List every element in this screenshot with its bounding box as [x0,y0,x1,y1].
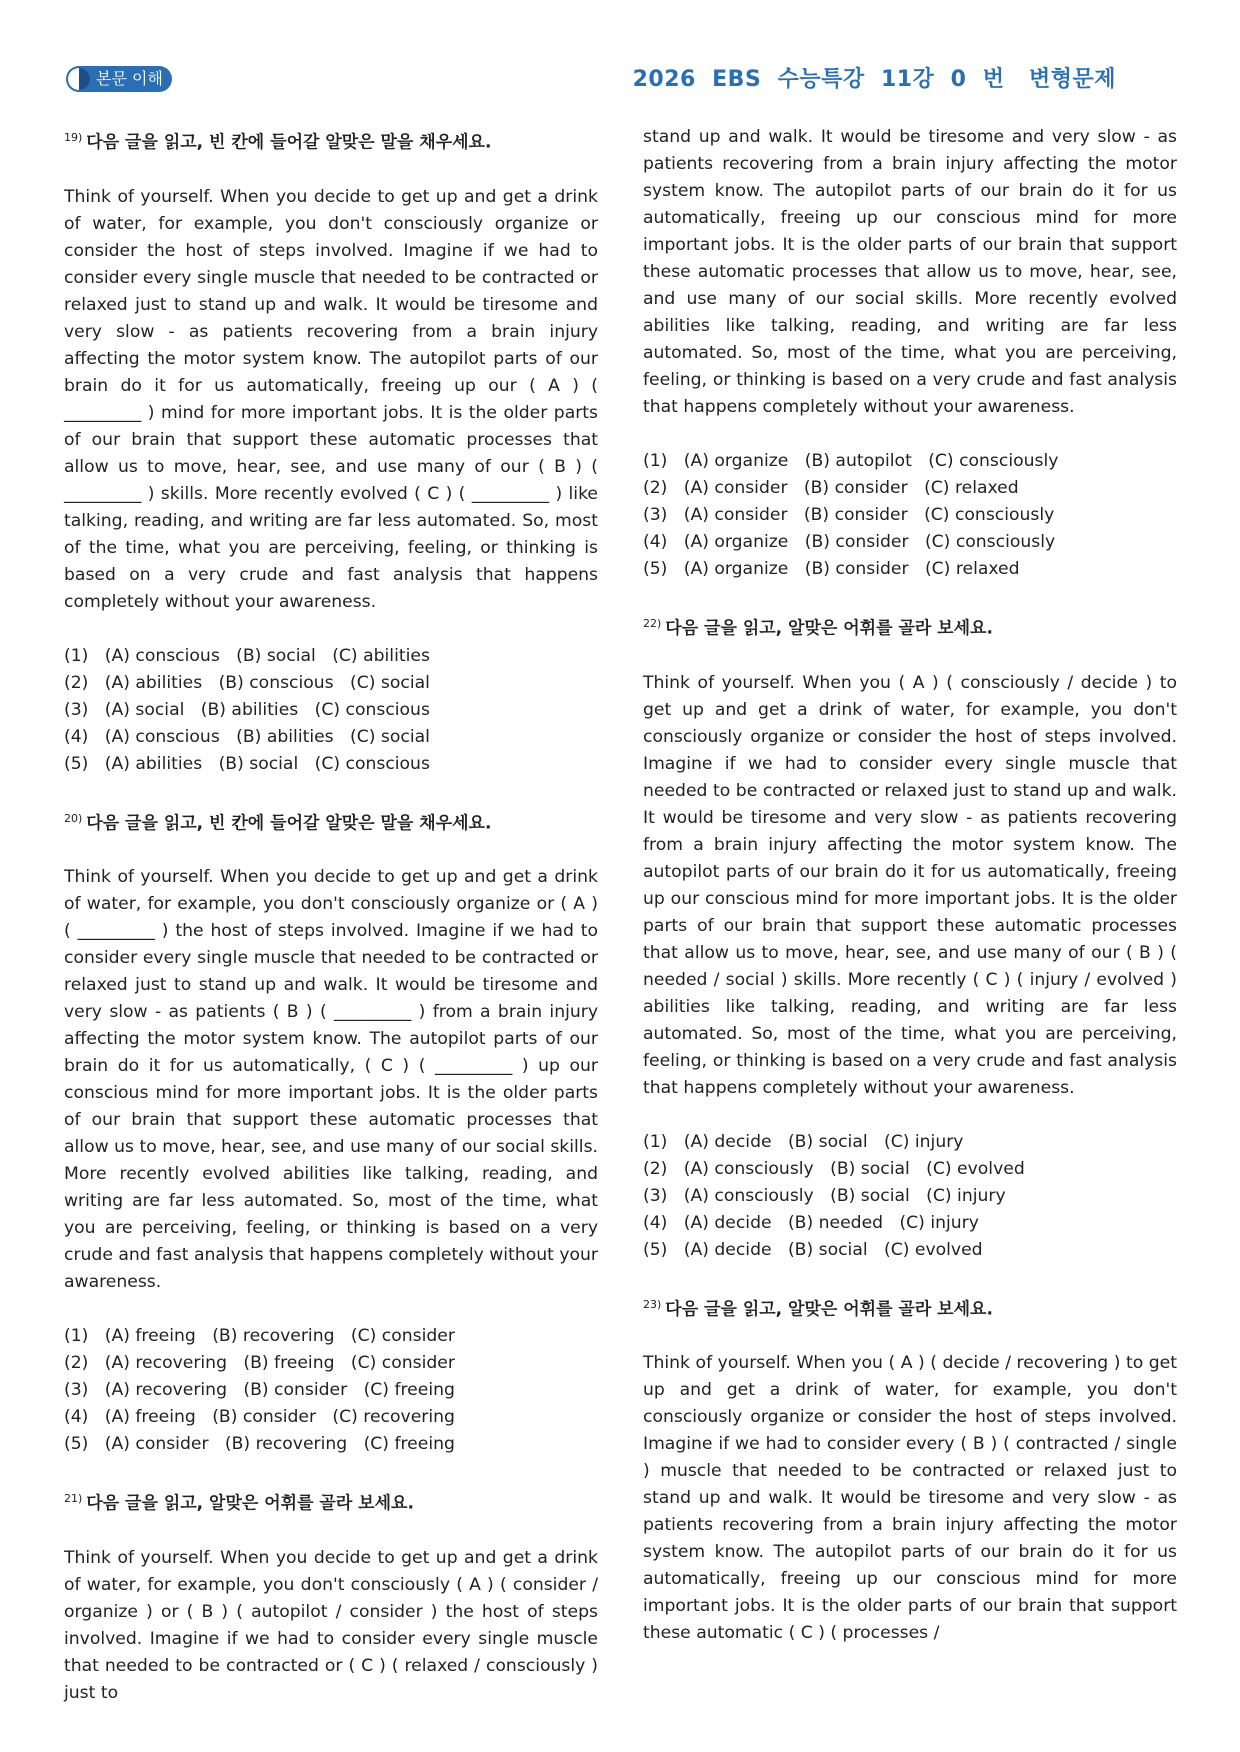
answer-choice[interactable]: (2) (A) consider (B) consider (C) relaxed [643,478,1019,498]
answer-choice[interactable]: (1) (A) conscious (B) social (C) abilities [64,645,430,666]
answer-choice[interactable]: (4) (A) organize (B) consider (C) consciously [643,532,1056,552]
passage: Think of yourself. When you ( A ) ( decide / recovering ) to get up and get a drink of water, for example, you don't consciously organize or consider the host of steps involved. Imagine if we had to consider every ( B ) ( contracted / single ) muscle that needed to be contracted or relaxed just to stand up and walk. It would be tiresome and very slow - as patients recovering from a brain injury affecting the motor system know. The autopilot parts of our brain do it for us automatically, freeing up our conscious mind for more important jobs. It is the older parts of our brain that support these automatic ( C ) ( processes / [643,1353,1177,1644]
answer-choice[interactable]: (5) (A) decide (B) social (C) evolved [643,1239,983,1260]
answer-choice[interactable]: (3) (A) recovering (B) consider (C) freeing [64,1380,455,1401]
question-number: 21) [64,1492,83,1506]
answer-choice[interactable]: (3) (A) consider (B) consider (C) consciously [643,505,1055,525]
left-column [64,124,598,1734]
question-21 [64,1485,598,1707]
answer-choices [64,1323,598,1458]
answer-choice[interactable]: (2) (A) consciously (B) social (C) evolved [643,1158,1025,1179]
answer-choice[interactable]: (3) (A) consciously (B) social (C) injury [643,1185,1006,1206]
section-badge-label: 본문 이해 [96,69,163,88]
right-column [643,124,1177,1674]
answer-choices [64,643,598,778]
answer-choices [643,1129,1177,1264]
instruction-text: 다음 글을 읽고, 알맞은 어휘를 골라 보세요. [665,1299,993,1320]
section-badge [66,66,172,92]
question-number: 23) [643,1297,662,1311]
half-circle-icon [68,68,90,90]
answer-choice[interactable]: (4) (A) freeing (B) consider (C) recovering [64,1407,455,1428]
question-number: 20) [64,811,83,825]
instruction-text: 다음 글을 읽고, 빈 칸에 들어갈 알맞은 말을 채우세요. [86,813,492,834]
question-instruction [64,1485,598,1518]
question-number: 19) [64,131,83,144]
question-instruction [64,805,598,838]
question-23 [643,1291,1177,1648]
answer-choice[interactable]: (5) (A) organize (B) consider (C) relaxed [643,559,1020,579]
passage: stand up and walk. It would be tiresome and very slow - as patients recovering from a brain injury affecting the motor system know. The autopilot parts of our brain do it for us automatically, freeing up our conscious mind for more important jobs. It is the older parts of our brain that support these automatic processes that allow us to move, hear, see, and use many of our social skills. More recently evolved abilities like talking, reading, and writing are far less automated. So, most of the time, what you are perceiving, feeling, or thinking is based on a very crude and fast analysis that happens completely without your awareness. [643,127,1177,417]
answer-choice[interactable]: (1) (A) freeing (B) recovering (C) consider [64,1326,455,1347]
instruction-text: 다음 글을 읽고, 빈 칸에 들어갈 알맞은 말을 채우세요. [86,132,492,153]
answer-choice[interactable]: (2) (A) abilities (B) conscious (C) social [64,672,430,693]
passage: Think of yourself. When you decide to get up and get a drink of water, for example, you don't consciously organize or ( A ) ( _________ ) the host of steps involved. Imagine if we had to consider every single muscle that needed to be contracted or relaxed just to stand up and walk. It would be tiresome and very slow - as patients ( B ) ( _________ ) from a brain injury affecting the motor system know. The autopilot parts of our brain do it for us automatically, ( C ) ( _________ ) up our conscious mind for more important jobs. It is the older parts of our brain that support these automatic processes that allow us to move, hear, see, and use many of our social skills. More recently evolved abilities like talking, reading, and writing are far less automated. So, most of the time, what you are perceiving, feeling, or thinking is based on a very crude and fast analysis that happens completely without your awareness. [64,867,598,1293]
question-instruction [643,610,1177,643]
question-20 [64,805,598,1459]
answer-choice[interactable]: (1) (A) decide (B) social (C) injury [643,1131,964,1152]
question-number: 22) [643,617,662,630]
answer-choice[interactable]: (4) (A) decide (B) needed (C) injury [643,1212,979,1233]
document-title: 2026 EBS 수능특강 11강 0 번 변형문제 [632,67,1116,92]
answer-choice[interactable]: (5) (A) abilities (B) social (C) conscious [64,753,430,774]
answer-choices [643,448,1177,583]
question-instruction [64,124,598,157]
question-instruction [643,1291,1177,1324]
question-21-continued [643,124,1177,583]
answer-choice[interactable]: (5) (A) consider (B) recovering (C) freeing [64,1434,455,1455]
answer-choice[interactable]: (1) (A) organize (B) autopilot (C) consciously [643,451,1059,471]
instruction-text: 다음 글을 읽고, 알맞은 어휘를 골라 보세요. [665,618,993,639]
passage: Think of yourself. When you decide to get up and get a drink of water, for example, you don't consciously organize or consider the host of steps involved. Imagine if we had to consider every single muscle that needed to be contracted or relaxed just to stand up and walk. It would be tiresome and very slow - as patients recovering from a brain injury affecting the motor system know. The autopilot parts of our brain do it for us automatically, freeing up our ( A ) ( _________ ) mind for more important jobs. It is the older parts of our brain that support these automatic processes that allow us to move, hear, see, and use many of our ( B ) ( _________ ) skills. More recently evolved ( C ) ( _________ ) like talking, reading, and writing are far less automated. So, most of the time, what you are perceiving, feeling, or thinking is based on a very crude and fast analysis that happens completely without your awareness. [64,186,598,612]
passage: Think of yourself. When you ( A ) ( consciously / decide ) to get up and get a drink of water, for example, you don't consciously organize or consider the host of steps involved. Imagine if we had to consider every single muscle that needed to be contracted or relaxed just to stand up and walk. It would be tiresome and very slow - as patients recovering from a brain injury affecting the motor system know. The autopilot parts of our brain do it for us automatically, freeing up our conscious mind for more important jobs. It is the older parts of our brain that support these automatic processes that allow us to move, hear, see, and use many of our ( B ) ( needed / social ) skills. More recently ( C ) ( injury / evolved ) abilities like talking, reading, and writing are far less automated. So, most of the time, what you are perceiving, feeling, or thinking is based on a very crude and fast analysis that happens completely without your awareness. [643,672,1177,1098]
answer-choice[interactable]: (4) (A) conscious (B) abilities (C) social [64,726,430,747]
question-22 [643,610,1177,1264]
page-header [0,0,1240,110]
answer-choice[interactable]: (3) (A) social (B) abilities (C) conscious [64,699,430,720]
answer-choice[interactable]: (2) (A) recovering (B) freeing (C) consider [64,1353,455,1374]
question-19 [64,124,598,778]
instruction-text: 다음 글을 읽고, 알맞은 어휘를 골라 보세요. [86,1493,414,1514]
passage: Think of yourself. When you decide to get up and get a drink of water, for example, you don't consciously ( A ) ( consider / organize ) or ( B ) ( autopilot / consider ) the host of steps involved. Imagine if we had to consider every single muscle that needed to be contracted or ( C ) ( relaxed / consciously ) just to [64,1547,598,1703]
